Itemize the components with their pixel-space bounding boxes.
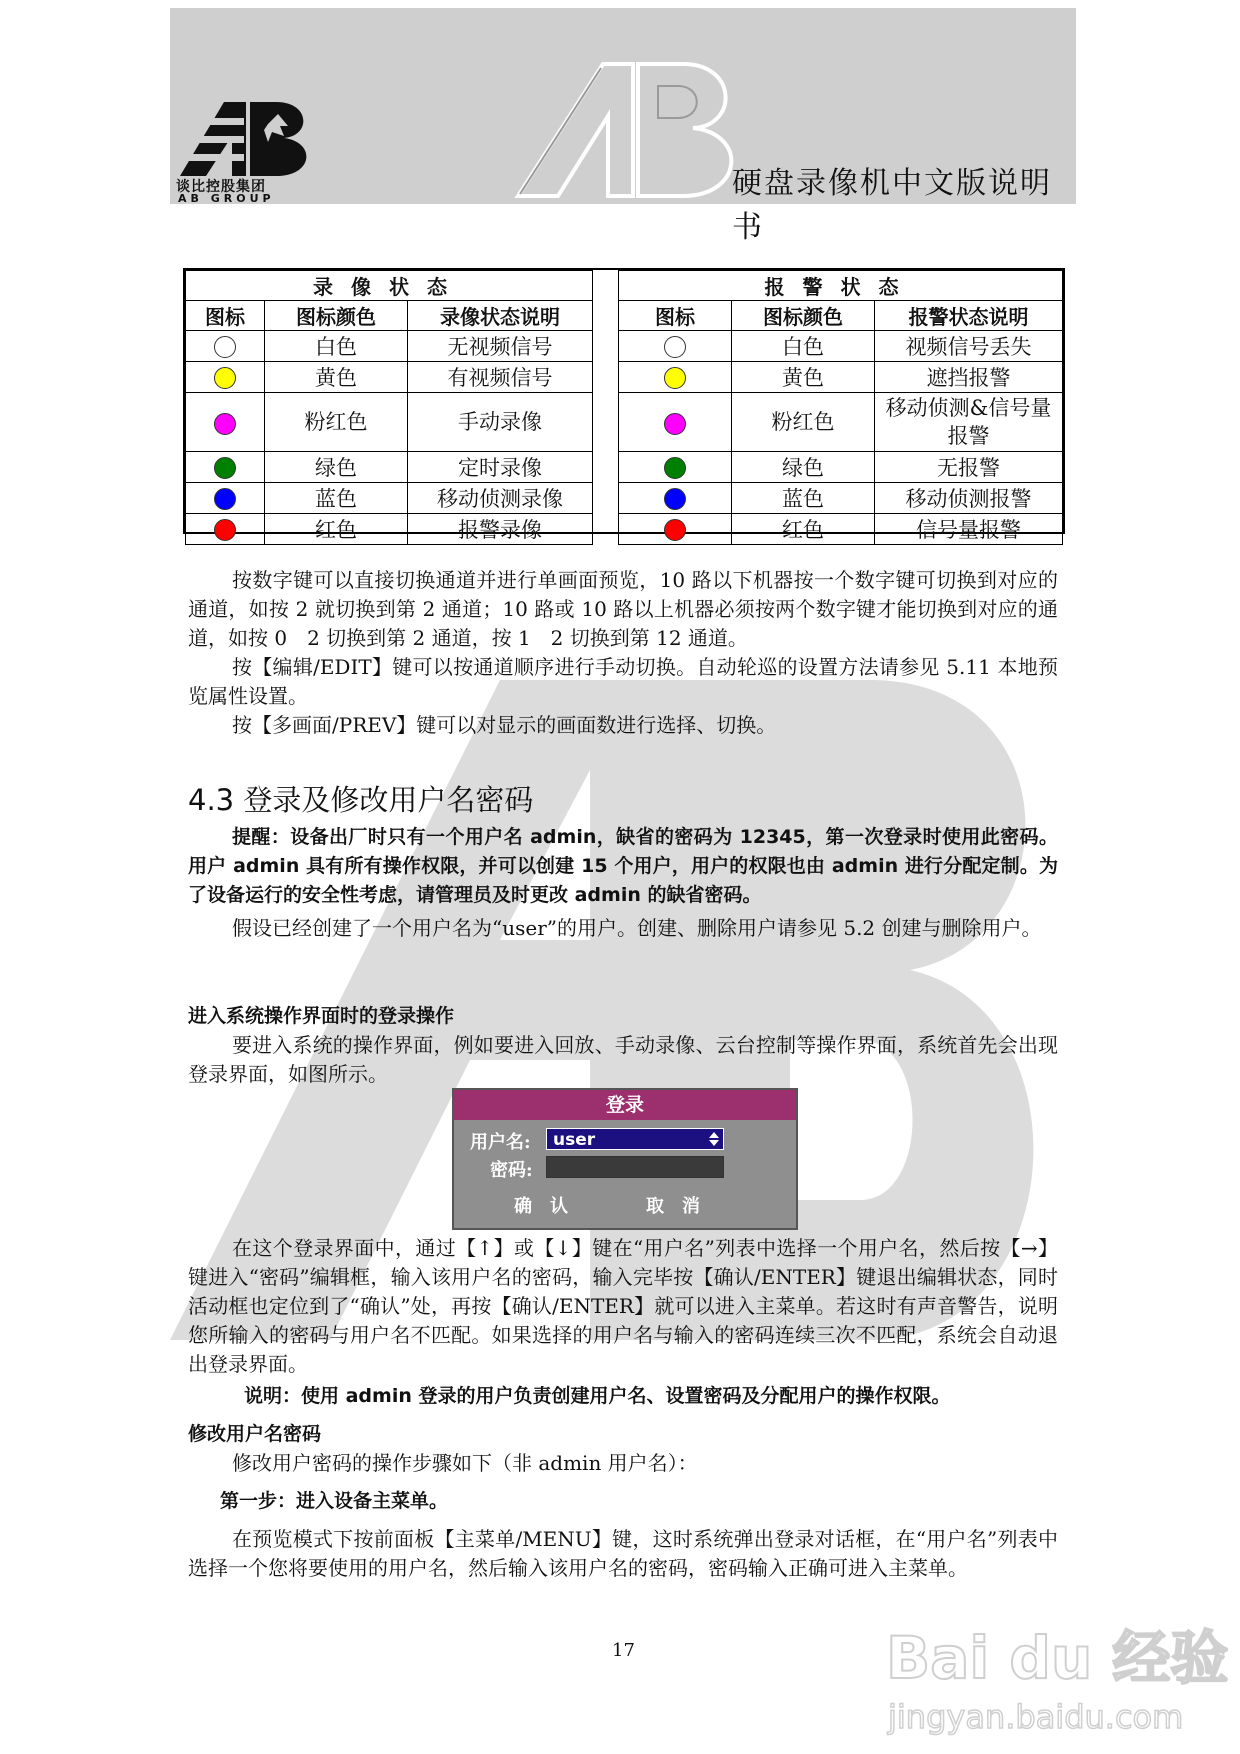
red-status-icon bbox=[214, 519, 236, 541]
watermark-brand: Bai du 经验 bbox=[886, 1624, 1229, 1692]
up-down-arrows-icon bbox=[708, 1131, 720, 1147]
color-name: 绿色 bbox=[732, 452, 875, 483]
red-status-icon bbox=[664, 519, 686, 541]
pink-status-icon bbox=[214, 413, 236, 435]
status-desc: 有视频信号 bbox=[408, 362, 593, 393]
status-desc: 报警录像 bbox=[408, 514, 593, 545]
table-row bbox=[619, 393, 1063, 452]
page-number: 17 bbox=[612, 1640, 635, 1661]
table-row bbox=[619, 362, 1063, 393]
blue-status-icon bbox=[214, 488, 236, 510]
header-icon-color: 图标颜色 bbox=[265, 301, 408, 331]
status-desc: 无报警 bbox=[875, 452, 1063, 483]
white-status-icon bbox=[214, 336, 236, 358]
table-row bbox=[186, 483, 593, 514]
status-desc: 信号量报警 bbox=[875, 514, 1063, 545]
paragraph-change-steps: 修改用户密码的操作步骤如下（非 admin 用户名）： bbox=[232, 1451, 698, 1475]
manual-title: 硬盘录像机中文版说明书 bbox=[732, 166, 1052, 245]
status-desc: 移动侦测报警 bbox=[875, 483, 1063, 514]
section-title: 4.3 登录及修改用户名密码 bbox=[188, 783, 534, 817]
color-name: 绿色 bbox=[265, 452, 408, 483]
status-desc: 定时录像 bbox=[408, 452, 593, 483]
paragraph-edit-key: 按【编辑/EDIT】键可以按通道顺序进行手动切换。自动轮巡的设置方法请参见 5.11 本地预览属性设置。 bbox=[188, 655, 1058, 708]
status-desc: 手动录像 bbox=[408, 393, 593, 452]
color-name: 粉红色 bbox=[732, 393, 875, 452]
color-name: 红色 bbox=[265, 514, 408, 545]
table-row bbox=[186, 514, 593, 545]
header-record-desc: 录像状态说明 bbox=[408, 301, 593, 331]
cancel-button[interactable]: 取消 bbox=[646, 1196, 718, 1217]
color-name: 白色 bbox=[732, 331, 875, 362]
color-name: 白色 bbox=[265, 331, 408, 362]
login-dialog bbox=[452, 1088, 798, 1230]
paragraph-prev-key: 按【多画面/PREV】键可以对显示的画面数进行选择、切换。 bbox=[232, 713, 777, 737]
color-name: 粉红色 bbox=[265, 393, 408, 452]
page-header bbox=[170, 8, 1076, 245]
header-alarm-desc: 报警状态说明 bbox=[875, 301, 1063, 331]
ab-outline-logo bbox=[508, 56, 738, 204]
white-status-icon bbox=[664, 336, 686, 358]
color-name: 蓝色 bbox=[732, 483, 875, 514]
table-row bbox=[186, 452, 593, 483]
table-row bbox=[619, 483, 1063, 514]
color-name: 蓝色 bbox=[265, 483, 408, 514]
paragraph-login-intro: 要进入系统的操作界面，例如要进入回放、手动录像、云台控制等操作界面，系统首先会出现登录界面，如图所示。 bbox=[188, 1033, 1058, 1086]
blue-status-icon bbox=[664, 488, 686, 510]
color-name: 黄色 bbox=[265, 362, 408, 393]
status-desc: 移动侦测&信号量报警 bbox=[875, 393, 1063, 452]
logo-chinese-name: 谈比控股集团 bbox=[176, 179, 266, 195]
table-row bbox=[186, 362, 593, 393]
username-value: user bbox=[553, 1130, 596, 1150]
reminder-text: 提醒：设备出厂时只有一个用户名 admin，缺省的密码为 12345，第一次登录时使用此密码。用户 admin 具有所有操作权限，并可以创建 15 个用户，用户的权限也由 admin 进行分配定制。为了设备运行的安全性考虑，请管理员及时更改 admin 的缺省密码。 bbox=[188, 826, 1058, 906]
alarm-status-table bbox=[618, 270, 1063, 545]
header-icon-color: 图标颜色 bbox=[732, 301, 875, 331]
table-row bbox=[619, 452, 1063, 483]
status-desc: 移动侦测录像 bbox=[408, 483, 593, 514]
header-icon: 图标 bbox=[619, 301, 732, 331]
subheading-change-password: 修改用户名密码 bbox=[188, 1423, 322, 1445]
status-desc: 遮挡报警 bbox=[875, 362, 1063, 393]
step-one: 第一步：进入设备主菜单。 bbox=[220, 1490, 449, 1512]
record-status-table bbox=[185, 270, 593, 545]
pink-status-icon bbox=[664, 413, 686, 435]
paragraph-enter-menu: 在预览模式下按前面板【主菜单/MENU】键，这时系统弹出登录对话框，在“用户名”列表中选择一个您将要使用的用户名，然后输入该用户名的密码，密码输入正确可进入主菜单。 bbox=[188, 1527, 1058, 1580]
yellow-status-icon bbox=[214, 367, 236, 389]
logo-english-name: AB GROUP bbox=[178, 192, 275, 205]
table-row bbox=[186, 331, 593, 362]
note-text: 说明：使用 admin 登录的用户负责创建用户名、设置密码及分配用户的操作权限。 bbox=[244, 1385, 951, 1407]
color-name: 红色 bbox=[732, 514, 875, 545]
record-table-title: 录像状态 bbox=[186, 271, 593, 301]
password-field[interactable] bbox=[546, 1156, 724, 1178]
subheading-login: 进入系统操作界面时的登录操作 bbox=[188, 1005, 455, 1027]
baidu-jingyan-watermark bbox=[880, 1596, 1230, 1746]
paragraph-user-assumption: 假设已经创建了一个用户名为“user”的用户。创建、删除用户请参见 5.2 创建与删除用户。 bbox=[232, 916, 1042, 940]
password-label: 密码: bbox=[490, 1160, 533, 1181]
green-status-icon bbox=[214, 457, 236, 479]
green-status-icon bbox=[664, 457, 686, 479]
paragraph-channel-switch: 按数字键可以直接切换通道并进行单画面预览，10 路以下机器按一个数字键可切换到对应的通道，如按 2 就切换到第 2 通道；10 路或 10 路以上机器必须按两个数字键才能切换到对应的通道，如按 0 2 切换到第 2 通道，按 1 2 切换到第 12 通道。 bbox=[188, 568, 1058, 650]
color-name: 黄色 bbox=[732, 362, 875, 393]
paragraph-login-steps: 在这个登录界面中，通过【↑】或【↓】键在“用户名”列表中选择一个用户名，然后按【→】键进入“密码”编辑框，输入该用户名的密码，输入完毕按【确认/ENTER】键退出编辑状态，同时活动框也定位到了“确认”处，再按【确认/ENTER】就可以进入主菜单。若这时有声音警告，说明您所输入的密码与用户名不匹配。如果选择的用户名与输入的密码连续三次不匹配，系统会自动退出登录界面。 bbox=[188, 1236, 1058, 1376]
username-label: 用户名: bbox=[470, 1132, 531, 1153]
ok-button[interactable]: 确认 bbox=[514, 1196, 586, 1217]
watermark-url: jingyan.baidu.com bbox=[888, 1698, 1184, 1736]
header-icon: 图标 bbox=[186, 301, 265, 331]
yellow-status-icon bbox=[664, 367, 686, 389]
table-row bbox=[186, 393, 593, 452]
table-row bbox=[619, 331, 1063, 362]
table-row bbox=[619, 514, 1063, 545]
alarm-table-title: 报警状态 bbox=[619, 271, 1063, 301]
status-desc: 视频信号丢失 bbox=[875, 331, 1063, 362]
status-desc: 无视频信号 bbox=[408, 331, 593, 362]
login-dialog-title: 登录 bbox=[454, 1090, 796, 1120]
username-select[interactable] bbox=[546, 1128, 724, 1150]
